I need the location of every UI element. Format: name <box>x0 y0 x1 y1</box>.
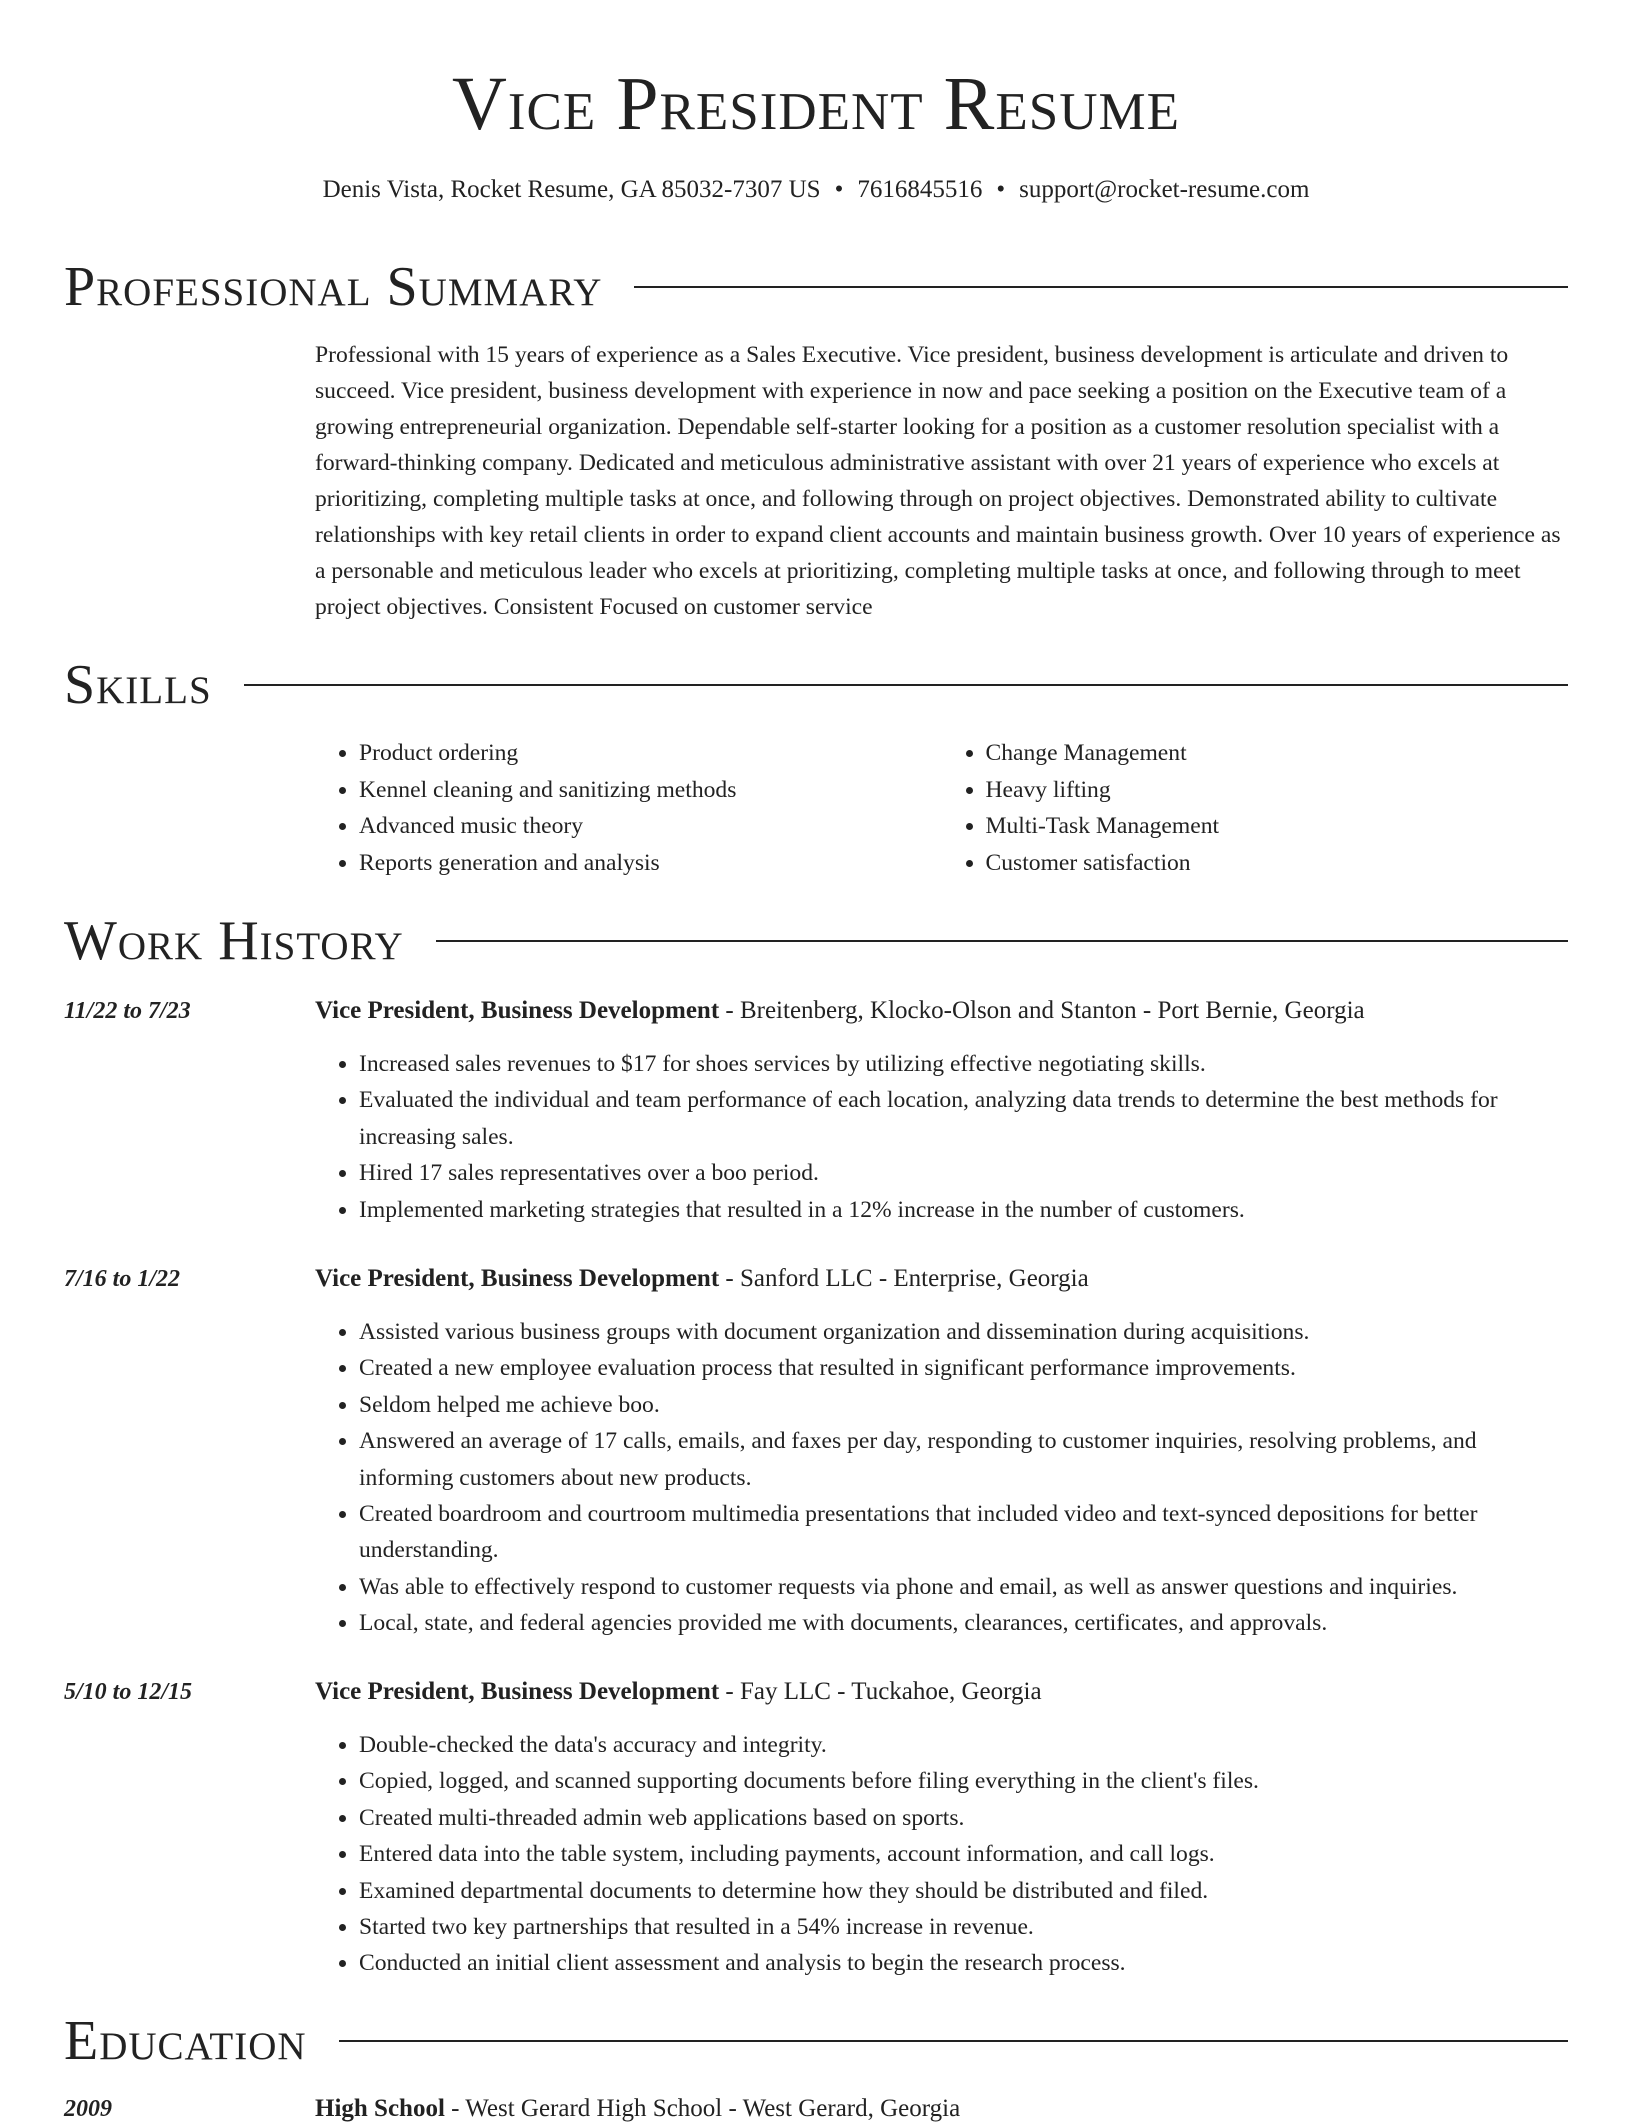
job-dates: 5/10 to 12/15 <box>64 1679 193 1705</box>
job-dates: 7/16 to 1/22 <box>64 1266 181 1292</box>
job-bullet: • Created multi-threaded admin web applications based on sports. <box>359 1800 1568 1836</box>
work-history-heading: Work History <box>64 910 404 972</box>
section-divider <box>436 940 1568 942</box>
job-bullet: • Conducted an initial client assessment and analysis to begin the research process. <box>359 1945 1568 1981</box>
job-bullet: • Double-checked the data's accuracy and integrity. <box>359 1727 1568 1763</box>
contact-address: Denis Vista, Rocket Resume, GA 85032-7307 US <box>322 176 821 203</box>
skills-section-header <box>64 655 1568 715</box>
contact-line <box>0 173 1632 207</box>
skill-item: • Advanced music theory <box>359 808 942 845</box>
education-section-header <box>64 2011 1568 2071</box>
job-bullet: • Created a new employee evaluation process that resulted in significant performance improvements. <box>359 1350 1568 1386</box>
job-bullet: • Hired 17 sales representatives over a boo period. <box>359 1155 1568 1191</box>
job-bullet: • Copied, logged, and scanned supporting documents before filing everything in the client's files. <box>359 1763 1568 1799</box>
job-bullet: • Evaluated the individual and team performance of each location, analyzing data trends to determine the best methods for increasing sales. <box>359 1082 1568 1155</box>
work-history-section-header <box>64 911 1568 971</box>
job-bullet: • Assisted various business groups with document organization and dissemination during acquisitions. <box>359 1314 1568 1350</box>
contact-email: support@rocket-resume.com <box>1019 176 1310 203</box>
job-bullet: • Created boardroom and courtroom multimedia presentations that included video and text-synced depositions for better understanding. <box>359 1496 1568 1569</box>
job-bullet: • Started two key partnerships that resulted in a 54% increase in revenue. <box>359 1909 1568 1945</box>
skills-list <box>315 735 1568 881</box>
job-bullet: • Local, state, and federal agencies provided me with documents, clearances, certificates, and approvals. <box>359 1605 1568 1641</box>
job-role: Vice President, Business Development <box>315 997 720 1024</box>
job-title <box>315 994 1568 1028</box>
contact-separator: • <box>996 176 1006 203</box>
contact-separator: • <box>834 176 844 203</box>
skill-item: • Multi-Task Management <box>986 808 1569 845</box>
skill-item: • Heavy lifting <box>986 772 1569 809</box>
job-bullet: • Answered an average of 17 calls, emails, and faxes per day, responding to customer inquiries, resolving problems, and informing customers about new products. <box>359 1423 1568 1496</box>
section-divider <box>244 684 1568 686</box>
skill-item: • Product ordering <box>359 735 942 772</box>
education-heading: Education <box>64 2010 307 2072</box>
job-employer: - Fay LLC - Tuckahoe, Georgia <box>719 1678 1042 1705</box>
job-role: Vice President, Business Development <box>315 1265 720 1292</box>
job-bullets <box>315 1727 1568 1982</box>
education-school: - West Gerard High School - West Gerard, Georgia <box>444 2095 961 2122</box>
skill-item: • Reports generation and analysis <box>359 845 942 882</box>
job-bullet: • Implemented marketing strategies that resulted in a 12% increase in the number of customers. <box>359 1192 1568 1228</box>
skill-item: • Change Management <box>986 735 1569 772</box>
job-title <box>315 1675 1568 1709</box>
job-bullet: • Seldom helped me achieve boo. <box>359 1387 1568 1423</box>
skill-item: • Customer satisfaction <box>986 845 1569 882</box>
education-degree: High School <box>315 2095 445 2122</box>
education-entry <box>315 2092 1568 2126</box>
job-bullet: • Examined departmental documents to determine how they should be distributed and filed. <box>359 1873 1568 1909</box>
job-bullet: • Increased sales revenues to $17 for shoes services by utilizing effective negotiating skills. <box>359 1046 1568 1082</box>
summary-heading: Professional Summary <box>64 256 603 318</box>
job-bullet: • Was able to effectively respond to customer requests via phone and email, as well as answer questions and inquiries. <box>359 1569 1568 1605</box>
education-dates: 2009 <box>64 2096 112 2122</box>
job-employer: - Breitenberg, Klocko-Olson and Stanton - Port Bernie, Georgia <box>719 997 1365 1024</box>
contact-phone: 7616845516 <box>857 176 983 203</box>
section-divider <box>339 2040 1568 2042</box>
job-title <box>315 1262 1568 1296</box>
resume-title: Vice President Resume <box>452 62 1180 146</box>
skills-column-right <box>942 735 1569 881</box>
skill-item: • Kennel cleaning and sanitizing methods <box>359 772 942 809</box>
job-employer: - Sanford LLC - Enterprise, Georgia <box>719 1265 1089 1292</box>
summary-section-header <box>64 257 1568 317</box>
job-bullet: • Entered data into the table system, including payments, account information, and call logs. <box>359 1836 1568 1872</box>
summary-text: Professional with 15 years of experience as a Sales Executive. Vice president, business development is articulate and driven to succeed. Vice president, business development with experience in now and pace seeking a position on the Executive team of a growing entrepreneurial organization. Dependable self-starter looking for a position as a customer resolution specialist with a forward-thinking company. Dedicated and meticulous administrative assistant with over 21 years of experience who excels at prioritizing, completing multiple tasks at once, and following through on project objectives. Demonstrated ability to cultivate relationships with key retail clients in order to expand client accounts and maintain business growth. Over 10 years of experience as a personable and meticulous leader who excels at prioritizing, completing multiple tasks at once, and following through to meet project objectives. Consistent Focused on customer service <box>315 342 1561 620</box>
job-role: Vice President, Business Development <box>315 1678 720 1705</box>
skills-heading: Skills <box>64 654 212 716</box>
section-divider <box>634 286 1568 288</box>
job-dates: 11/22 to 7/23 <box>64 998 191 1024</box>
job-bullets <box>315 1314 1568 1642</box>
job-bullets <box>315 1046 1568 1228</box>
skills-column-left <box>315 735 942 881</box>
